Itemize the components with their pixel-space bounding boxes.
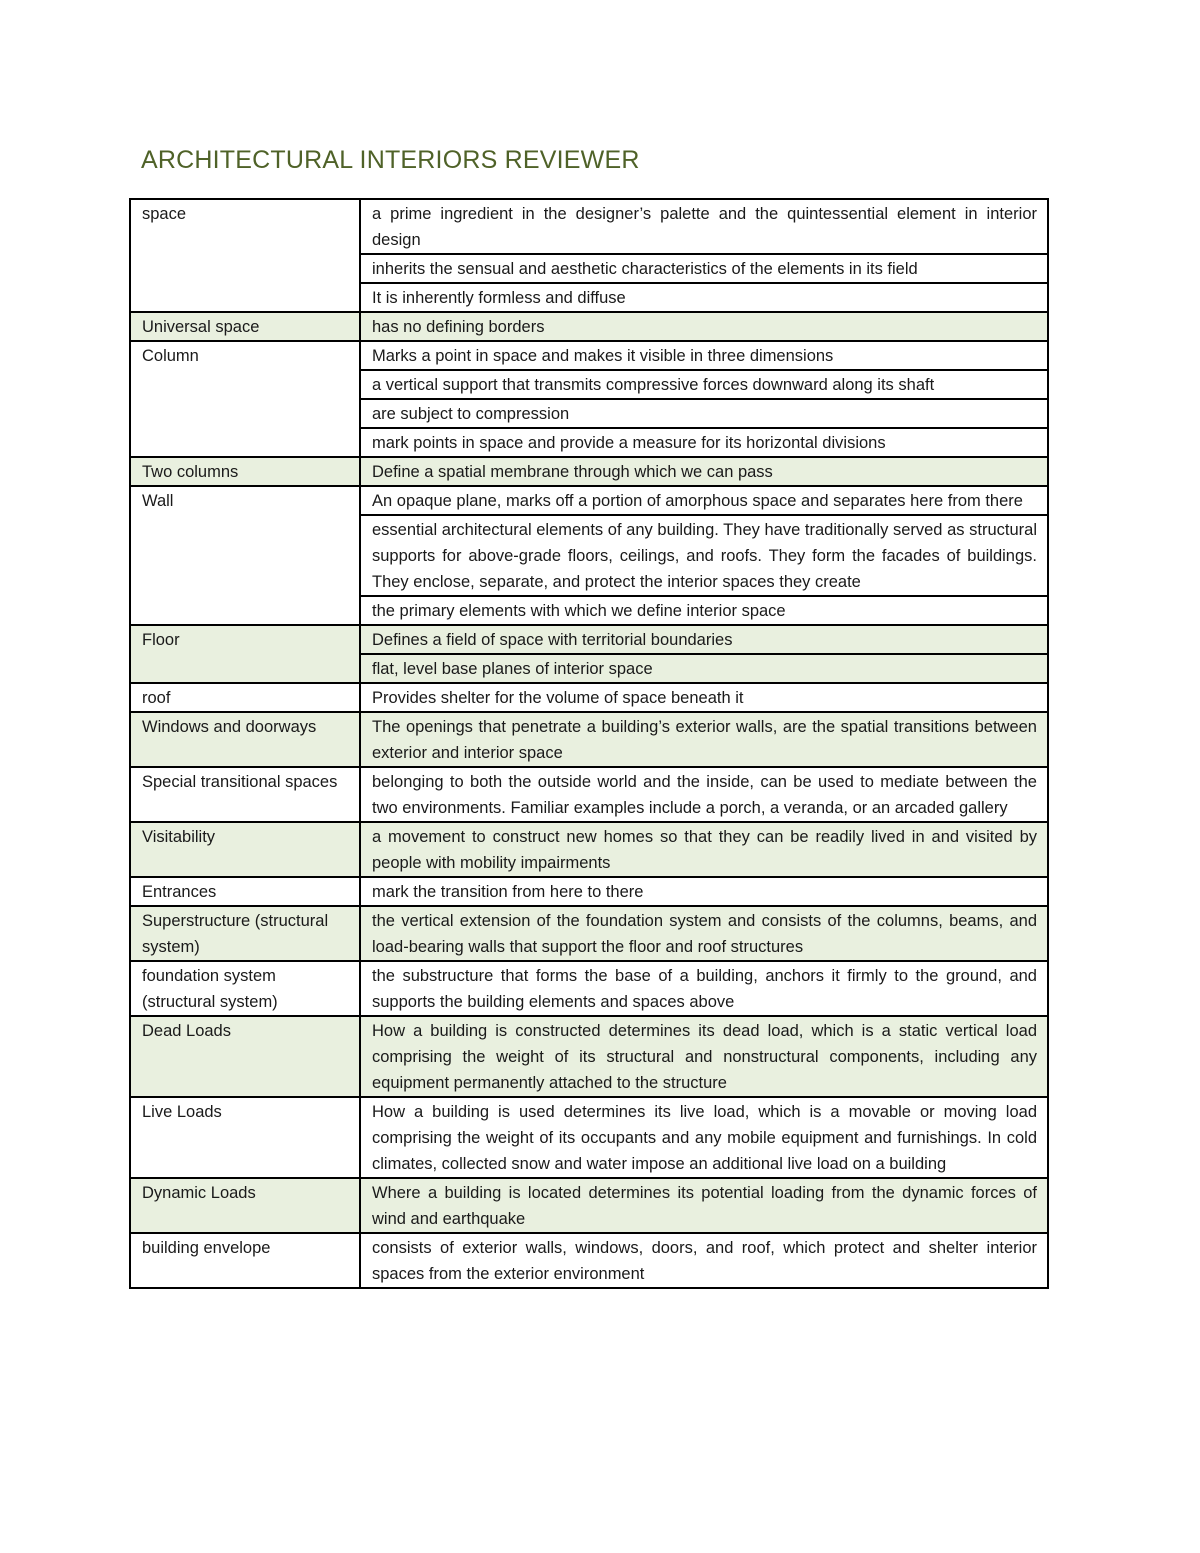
definition-cell: has no defining borders <box>360 312 1048 341</box>
definition-cell: The openings that penetrate a building’s exterior walls, are the spatial transitions between exterior and interior space <box>360 712 1048 767</box>
definition-cell: a movement to construct new homes so that they can be readily lived in and visited by people with mobility impairments <box>360 822 1048 877</box>
definition-cell: the vertical extension of the foundation system and consists of the columns, beams, and load-bearing walls that support the floor and roof structures <box>360 906 1048 961</box>
definition-cell: consists of exterior walls, windows, doors, and roof, which protect and shelter interior spaces from the exterior environment <box>360 1233 1048 1288</box>
table-row <box>130 683 1048 712</box>
definition-cell: Where a building is located determines its potential loading from the dynamic forces of wind and earthquake <box>360 1178 1048 1233</box>
table-row <box>130 877 1048 906</box>
term-cell: space <box>130 199 360 312</box>
definition-cell: a prime ingredient in the designer’s palette and the quintessential element in interior design <box>360 199 1048 254</box>
table-row <box>130 712 1048 767</box>
definition-cell: Provides shelter for the volume of space beneath it <box>360 683 1048 712</box>
definition-cell: a vertical support that transmits compressive forces downward along its shaft <box>360 370 1048 399</box>
table-row <box>130 1233 1048 1288</box>
table-row <box>130 767 1048 822</box>
reviewer-table-body <box>130 199 1048 1288</box>
definition-cell: mark points in space and provide a measure for its horizontal divisions <box>360 428 1048 457</box>
reviewer-table <box>129 198 1049 1289</box>
term-cell: Two columns <box>130 457 360 486</box>
table-row <box>130 822 1048 877</box>
term-cell: roof <box>130 683 360 712</box>
definition-cell: Define a spatial membrane through which we can pass <box>360 457 1048 486</box>
definition-cell: the substructure that forms the base of a building, anchors it firmly to the ground, and supports the building elements and spaces above <box>360 961 1048 1016</box>
table-row <box>130 199 1048 254</box>
table-row <box>130 961 1048 1016</box>
term-cell: Dynamic Loads <box>130 1178 360 1233</box>
term-cell: Live Loads <box>130 1097 360 1178</box>
term-cell: foundation system (structural system) <box>130 961 360 1016</box>
page-title: ARCHITECTURAL INTERIORS REVIEWER <box>141 146 640 174</box>
definition-cell: How a building is constructed determines its dead load, which is a static vertical load comprising the weight of its structural and nonstructural components, including any equipment permanently attached to the structure <box>360 1016 1048 1097</box>
definition-cell: belonging to both the outside world and the inside, can be used to mediate between the two environments. Familiar examples include a porch, a veranda, or an arcaded gallery <box>360 767 1048 822</box>
definition-cell: the primary elements with which we define interior space <box>360 596 1048 625</box>
term-cell: building envelope <box>130 1233 360 1288</box>
table-row <box>130 1178 1048 1233</box>
term-cell: Dead Loads <box>130 1016 360 1097</box>
term-cell: Windows and doorways <box>130 712 360 767</box>
definition-cell: essential architectural elements of any building. They have traditionally served as structural supports for above-grade floors, ceilings, and roofs. They form the facades of buildings. They enclose, separate, and protect the interior spaces they create <box>360 515 1048 596</box>
definition-cell: inherits the sensual and aesthetic characteristics of the elements in its field <box>360 254 1048 283</box>
definition-cell: are subject to compression <box>360 399 1048 428</box>
term-cell: Column <box>130 341 360 457</box>
definition-cell: flat, level base planes of interior space <box>360 654 1048 683</box>
definition-cell: It is inherently formless and diffuse <box>360 283 1048 312</box>
table-row <box>130 906 1048 961</box>
term-cell: Visitability <box>130 822 360 877</box>
definition-cell: An opaque plane, marks off a portion of amorphous space and separates here from there <box>360 486 1048 515</box>
definition-cell: mark the transition from here to there <box>360 877 1048 906</box>
table-row <box>130 312 1048 341</box>
table-row <box>130 1097 1048 1178</box>
definition-cell: Marks a point in space and makes it visible in three dimensions <box>360 341 1048 370</box>
table-row <box>130 1016 1048 1097</box>
term-cell: Superstructure (structural system) <box>130 906 360 961</box>
term-cell: Universal space <box>130 312 360 341</box>
definition-cell: Defines a field of space with territorial boundaries <box>360 625 1048 654</box>
term-cell: Special transitional spaces <box>130 767 360 822</box>
term-cell: Floor <box>130 625 360 683</box>
table-row <box>130 341 1048 370</box>
term-cell: Entrances <box>130 877 360 906</box>
table-row <box>130 457 1048 486</box>
term-cell: Wall <box>130 486 360 625</box>
table-row <box>130 625 1048 654</box>
definition-cell: How a building is used determines its live load, which is a movable or moving load comprising the weight of its occupants and any mobile equipment and furnishings. In cold climates, collected snow and water impose an additional live load on a building <box>360 1097 1048 1178</box>
table-row <box>130 486 1048 515</box>
